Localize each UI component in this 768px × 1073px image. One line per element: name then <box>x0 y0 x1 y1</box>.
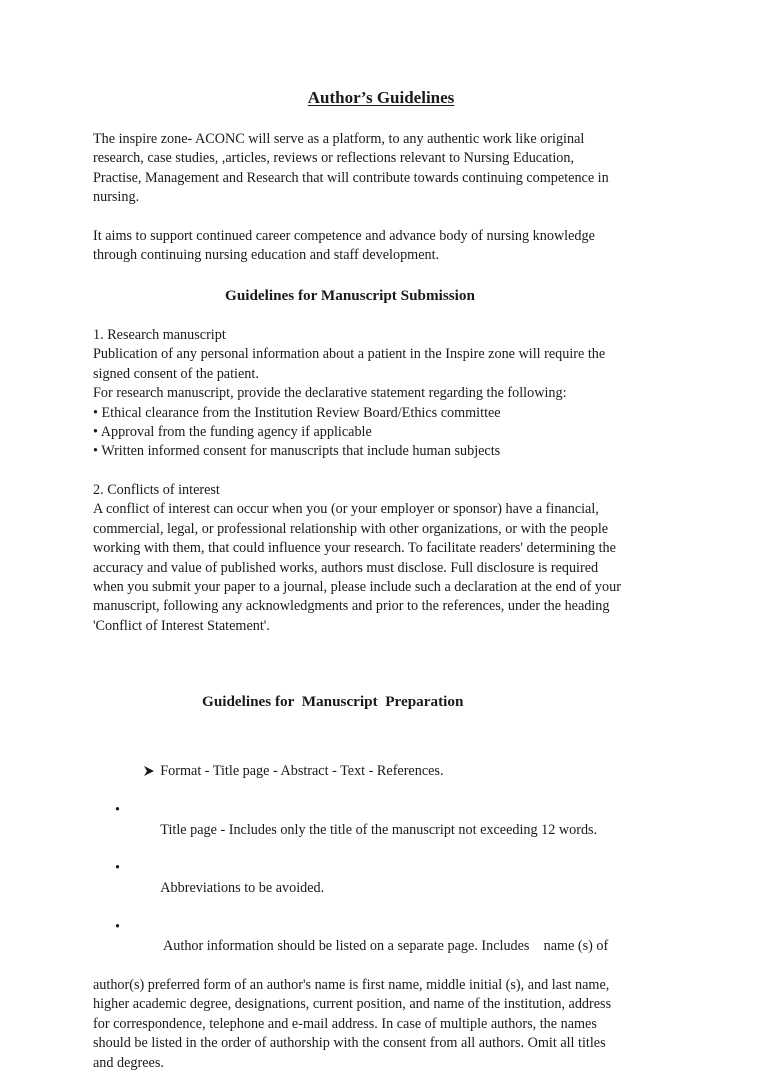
page-title: Author’s Guidelines <box>307 88 455 107</box>
research-heading: 1. Research manuscript <box>93 327 226 343</box>
intro-line: nursing. <box>93 189 140 206</box>
research-line: Publication of any personal information about a patient in the Inspire zone will require the <box>93 346 606 363</box>
research-section <box>93 326 678 462</box>
conflicts-line: manuscript, following any acknowledgments and prior to the references, under the heading <box>93 598 610 615</box>
research-bullet: • Written informed consent for manuscripts that include human subjects <box>93 443 501 460</box>
preparation-item-text: Format - Title page - Abstract - Text - References. <box>160 763 444 780</box>
bullet-marker: • <box>115 802 120 819</box>
research-bullet: • Approval from the funding agency if applicable <box>93 424 372 441</box>
author-info-line: author(s) preferred form of an author's name is first name, middle initial (s), and last name, <box>93 976 610 993</box>
preparation-heading: Guidelines for Manuscript Preparation <box>202 693 464 710</box>
author-info-line: higher academic degree, designations, current position, and name of the institution, address <box>93 996 612 1013</box>
research-bullet: • Ethical clearance from the Institution Review Board/Ethics committee <box>93 404 501 421</box>
preparation-item <box>93 859 683 917</box>
conflicts-line: accuracy and value of published works, authors must disclose. Full disclosure is required <box>93 559 599 576</box>
conflicts-line: A conflict of interest can occur when you (or your employer or sponsor) have a financial, <box>93 501 599 518</box>
research-line: signed consent of the patient. <box>93 365 259 382</box>
conflicts-line: 'Conflict of Interest Statement'. <box>93 617 270 634</box>
conflicts-line: commercial, legal, or professional relationship with other organizations, or with the people <box>93 520 609 537</box>
author-info-line: for correspondence, telephone and e-mail address. In case of multiple authors, the names <box>93 1015 597 1032</box>
research-line: For research manuscript, provide the declarative statement regarding the following: <box>93 385 567 402</box>
conflicts-line: when you submit your paper to a journal, please include such a declaration at the end of your <box>93 579 621 596</box>
submission-heading: Guidelines for Manuscript Submission <box>225 287 475 304</box>
intro-line: Practise, Management and Research that will contribute towards continuing competence in <box>93 169 609 186</box>
author-info-line: should be listed in the order of authorship with the consent from all authors. Omit all titles <box>93 1035 606 1052</box>
bullet-marker: • <box>115 918 120 935</box>
preparation-item <box>93 743 683 801</box>
intro-paragraph <box>93 130 678 208</box>
aims-line: through continuing nursing education and staff development. <box>93 247 440 264</box>
bullet-marker: • <box>115 860 120 877</box>
preparation-item <box>93 801 683 859</box>
preparation-item <box>93 918 683 976</box>
aims-line: It aims to support continued career competence and advance body of nursing knowledge <box>93 228 595 244</box>
preparation-item-text: Abbreviations to be avoided. <box>160 879 325 896</box>
author-info-line: and degrees. <box>93 1054 164 1071</box>
intro-line: research, case studies, ,articles, reviews or reflections relevant to Nursing Education, <box>93 150 575 167</box>
preparation-item-text: Title page - Includes only the title of the manuscript not exceeding 12 words. <box>160 821 598 838</box>
conflicts-line: working with them, that could influence your research. To facilitate readers' determining the <box>93 540 616 557</box>
preparation-item-text: Author information should be listed on a separate page. Includes name (s) of <box>160 938 609 955</box>
intro-line: The inspire zone- ACONC will serve as a platform, to any authentic work like original <box>93 131 585 147</box>
arrow-bullet-icon <box>115 743 155 803</box>
preparation-list <box>93 743 683 1073</box>
conflicts-section <box>93 481 678 636</box>
aims-paragraph <box>93 227 678 266</box>
conflicts-heading: 2. Conflicts of interest <box>93 482 220 498</box>
